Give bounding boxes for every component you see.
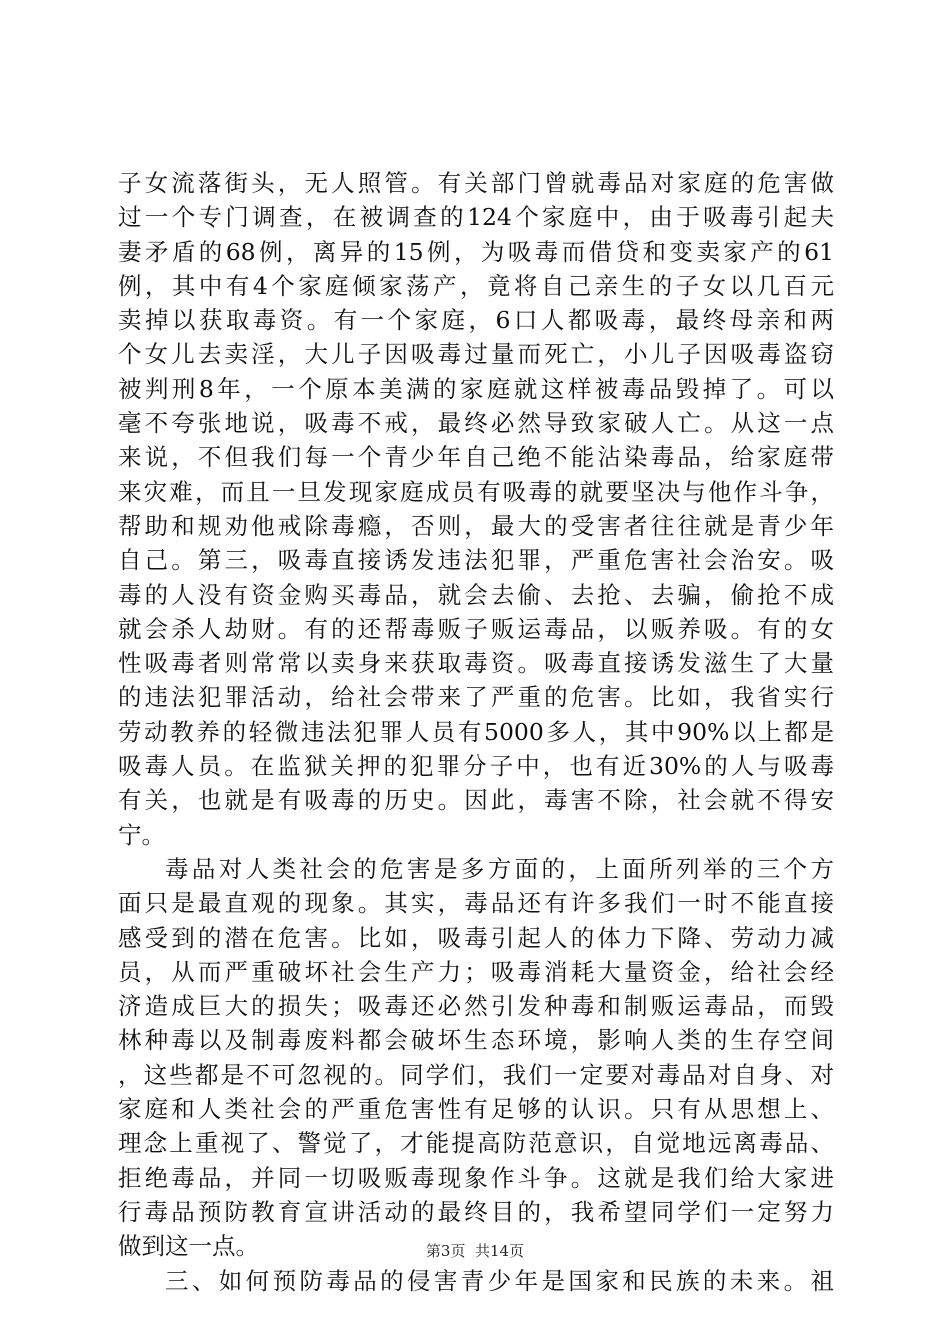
text-line: 员，从而严重破坏社会生产力；吸毒消耗大量资金，给社会经 [118, 957, 834, 986]
text-line: 吸毒人员。在监狱关押的犯罪分子中，也有近30%的人与吸毒 [118, 752, 834, 781]
document-body [118, 166, 834, 1298]
text-line: ，这些都是不可忽视的。同学们，我们一定要对毒品对自身、对 [118, 1060, 834, 1089]
text-line: 宁。 [118, 820, 165, 849]
text-line: 自己。第三，吸毒直接诱发违法犯罪，严重危害社会治安。吸 [118, 546, 834, 575]
text-line: 林种毒以及制毒废料都会破坏生态环境，影响人类的生存空间 [118, 1026, 834, 1055]
text-line: 帮助和规劝他戒除毒瘾，否则，最大的受害者往往就是青少年 [118, 511, 834, 540]
text-line: 面只是最直观的现象。其实，毒品还有许多我们一时不能直接 [118, 889, 834, 918]
text-line: 来灾难，而且一旦发现家庭成员有吸毒的就要坚决与他作斗争， [118, 477, 834, 506]
text-line: 行毒品预防教育宣讲活动的最终目的，我希望同学们一定努力 [118, 1197, 834, 1226]
text-line: 的违法犯罪活动，给社会带来了严重的危害。比如，我省实行 [118, 683, 834, 712]
text-line: 被判刑8年，一个原本美满的家庭就这样被毒品毁掉了。可以 [118, 374, 834, 403]
text-line: 有关，也就是有吸毒的历史。因此，毒害不除，社会就不得安 [118, 786, 834, 815]
text-line: 性吸毒者则常常以卖身来获取毒资。吸毒直接诱发滋生了大量 [118, 649, 834, 678]
text-line: 感受到的潜在危害。比如，吸毒引起人的体力下降、劳动力减 [118, 923, 834, 952]
text-line: 卖掉以获取毒资。有一个家庭，6口人都吸毒，最终母亲和两 [118, 306, 834, 335]
text-line: 毫不夸张地说，吸毒不戒，最终必然导致家破人亡。从这一点 [118, 409, 834, 438]
page-footer: 第3页 共14页 [425, 1242, 525, 1260]
text-line: 妻矛盾的68例，离异的15例，为吸毒而借贷和变卖家产的61 [118, 237, 834, 266]
text-line: 毒的人没有资金购买毒品，就会去偷、去抢、去骗，偷抢不成 [118, 580, 834, 609]
text-line: 做到这一点。 [118, 1232, 259, 1261]
text-line: 毒品对人类社会的危害是多方面的，上面所列举的三个方 [165, 854, 834, 883]
text-line: 过一个专门调查，在被调查的124个家庭中，由于吸毒引起夫 [118, 203, 834, 232]
text-line: 济造成巨大的损失；吸毒还必然引发种毒和制贩运毒品，而毁 [118, 992, 834, 1021]
text-line: 劳动教养的轻微违法犯罪人员有5000多人，其中90%以上都是 [118, 717, 834, 746]
text-line: 就会杀人劫财。有的还帮毒贩子贩运毒品，以贩养吸。有的女 [118, 614, 834, 643]
text-line: 例，其中有4个家庭倾家荡产，竟将自己亲生的子女以几百元 [118, 271, 834, 300]
text-line: 三、如何预防毒品的侵害青少年是国家和民族的未来。祖 [165, 1266, 834, 1295]
text-line: 个女儿去卖淫，大儿子因吸毒过量而死亡，小儿子因吸毒盗窃 [118, 340, 834, 369]
text-line: 子女流落街头，无人照管。有关部门曾就毒品对家庭的危害做 [118, 169, 834, 197]
text-line: 家庭和人类社会的严重危害性有足够的认识。只有从思想上、 [118, 1095, 834, 1124]
text-line: 拒绝毒品，并同一切吸贩毒现象作斗争。这就是我们给大家进 [118, 1163, 834, 1192]
text-line: 理念上重视了、警觉了，才能提高防范意识，自觉地远离毒品、 [118, 1129, 834, 1158]
text-line: 来说，不但我们每一个青少年自己绝不能沾染毒品，给家庭带 [118, 443, 834, 472]
